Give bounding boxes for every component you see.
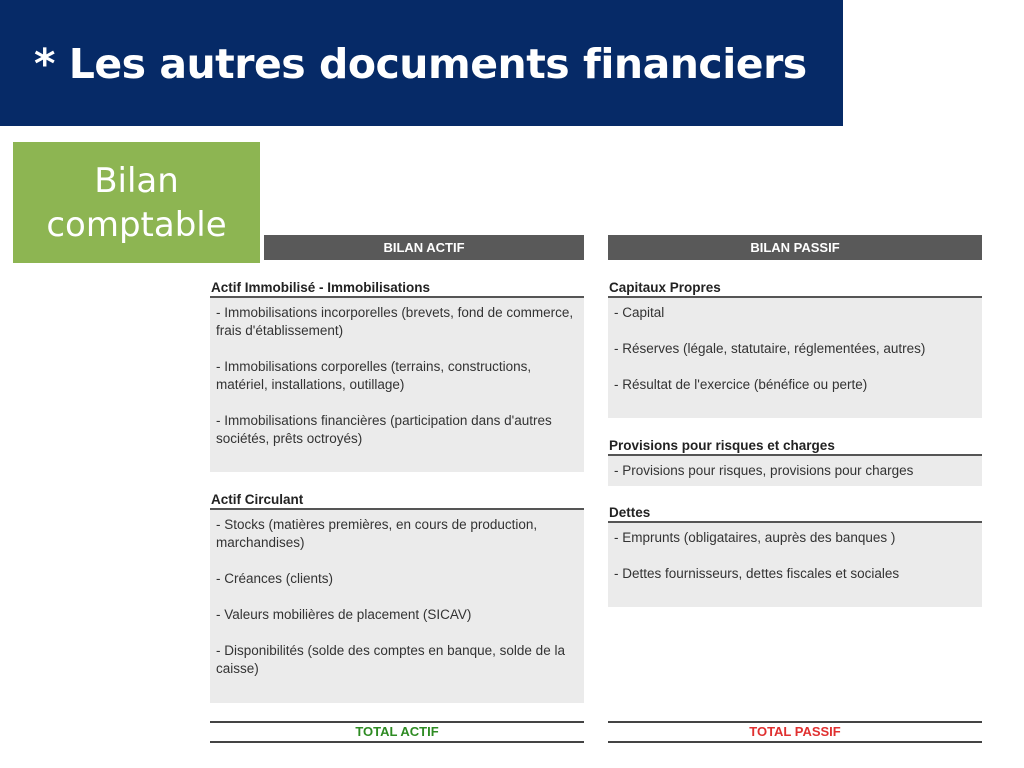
list-item: - Réserves (légale, statutaire, réglementées, autres) bbox=[614, 341, 926, 356]
list-item: - Emprunts (obligataires, auprès des banques ) bbox=[614, 530, 896, 545]
bilan-passif-header: BILAN PASSIF bbox=[608, 235, 982, 260]
list-item: - Immobilisations incorporelles (brevets, fond de commerce, frais d'établissement) bbox=[216, 305, 574, 338]
list-item: - Capital bbox=[614, 305, 665, 320]
section-title: Dettes bbox=[608, 504, 982, 523]
section-body bbox=[608, 456, 982, 486]
section-actif-immobilise bbox=[210, 279, 584, 472]
section-body bbox=[608, 298, 982, 418]
label-line-2: comptable bbox=[46, 204, 227, 245]
section-title: Actif Immobilisé - Immobilisations bbox=[210, 279, 584, 298]
title-bar bbox=[0, 0, 843, 126]
list-item: - Immobilisations corporelles (terrains, constructions, matériel, installations, outillage) bbox=[216, 359, 532, 392]
section-body bbox=[210, 298, 584, 472]
section-body bbox=[210, 510, 584, 703]
list-item: - Dettes fournisseurs, dettes fiscales et sociales bbox=[614, 566, 900, 581]
list-item: - Créances (clients) bbox=[216, 571, 334, 586]
section-dettes bbox=[608, 504, 982, 607]
section-title: Actif Circulant bbox=[210, 491, 584, 510]
section-title: Capitaux Propres bbox=[608, 279, 982, 298]
bilan-actif-header: BILAN ACTIF bbox=[264, 235, 584, 260]
list-item: - Stocks (matières premières, en cours de production, marchandises) bbox=[216, 517, 538, 550]
list-item: - Valeurs mobilières de placement (SICAV) bbox=[216, 607, 472, 622]
slide-title: * Les autres documents financiers bbox=[34, 40, 807, 88]
label-line-1: Bilan bbox=[94, 160, 179, 201]
section-provisions bbox=[608, 437, 982, 486]
section-body bbox=[608, 523, 982, 607]
total-passif: TOTAL PASSIF bbox=[608, 721, 982, 743]
list-item: - Immobilisations financières (participation dans d'autres sociétés, prêts octroyés) bbox=[216, 413, 552, 446]
list-item: - Provisions pour risques, provisions pour charges bbox=[614, 463, 914, 478]
list-item: - Résultat de l'exercice (bénéfice ou perte) bbox=[614, 377, 868, 392]
section-capitaux-propres bbox=[608, 279, 982, 418]
list-item: - Disponibilités (solde des comptes en banque, solde de la caisse) bbox=[216, 643, 565, 676]
total-actif: TOTAL ACTIF bbox=[210, 721, 584, 743]
section-title: Provisions pour risques et charges bbox=[608, 437, 982, 456]
section-actif-circulant bbox=[210, 491, 584, 703]
bilan-comptable-label bbox=[13, 142, 260, 263]
